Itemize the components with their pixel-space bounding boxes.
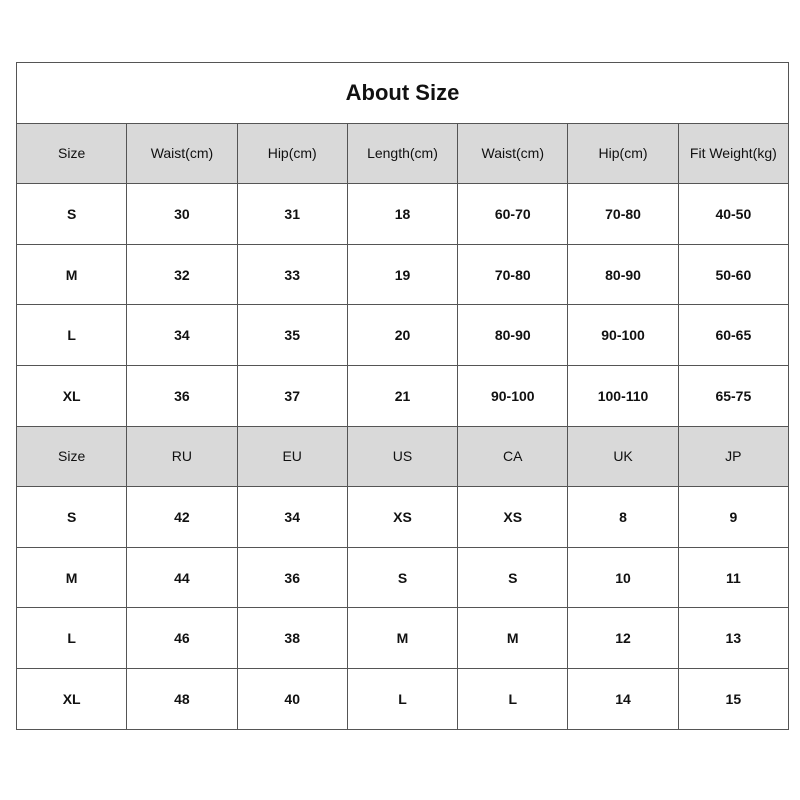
table-cell: 15 [678,668,788,729]
header-cell: JP [678,426,788,487]
table-cell: 70-80 [568,184,678,245]
table-cell: S [458,547,568,608]
table-cell: 32 [127,244,237,305]
table-cell: S [347,547,457,608]
table-cell: 90-100 [568,305,678,366]
table-cell: 60-70 [458,184,568,245]
table-cell: L [17,305,127,366]
table-cell: XS [458,487,568,548]
conversion-header-row [17,426,789,487]
table-cell: S [17,487,127,548]
table-cell: 70-80 [458,244,568,305]
header-cell: Size [17,426,127,487]
header-cell: RU [127,426,237,487]
size-table [16,62,789,730]
table-cell: 21 [347,365,457,426]
table-cell: M [17,547,127,608]
table-cell: 11 [678,547,788,608]
table-cell: 80-90 [568,244,678,305]
table-cell: 50-60 [678,244,788,305]
table-cell: 14 [568,668,678,729]
table-row [17,547,789,608]
table-cell: 35 [237,305,347,366]
table-cell: 34 [127,305,237,366]
table-cell: 44 [127,547,237,608]
table-cell: 12 [568,608,678,669]
table-cell: XS [347,487,457,548]
table-cell: 40 [237,668,347,729]
table-cell: 48 [127,668,237,729]
table-cell: 10 [568,547,678,608]
table-cell: 100-110 [568,365,678,426]
header-cell: EU [237,426,347,487]
table-cell: 19 [347,244,457,305]
table-cell: 38 [237,608,347,669]
table-row [17,184,789,245]
header-cell: UK [568,426,678,487]
table-cell: 80-90 [458,305,568,366]
header-cell: CA [458,426,568,487]
header-cell: Length(cm) [347,123,457,184]
table-cell: 36 [237,547,347,608]
table-row [17,487,789,548]
header-cell: Waist(cm) [127,123,237,184]
table-row [17,305,789,366]
table-cell: L [17,608,127,669]
table-cell: S [17,184,127,245]
table-cell: 34 [237,487,347,548]
table-cell: 37 [237,365,347,426]
table-cell: 33 [237,244,347,305]
header-cell: Fit Weight(kg) [678,123,788,184]
table-cell: 46 [127,608,237,669]
table-cell: XL [17,668,127,729]
table-cell: M [17,244,127,305]
table-row [17,608,789,669]
table-cell: 60-65 [678,305,788,366]
table-cell: 40-50 [678,184,788,245]
table-cell: 90-100 [458,365,568,426]
table-cell: M [347,608,457,669]
table-cell: 30 [127,184,237,245]
table-cell: 18 [347,184,457,245]
table-cell: 42 [127,487,237,548]
table-cell: 8 [568,487,678,548]
table-cell: 36 [127,365,237,426]
page-title: About Size [17,63,789,124]
header-cell: Waist(cm) [458,123,568,184]
table-cell: 13 [678,608,788,669]
table-cell: 65-75 [678,365,788,426]
header-cell: Hip(cm) [568,123,678,184]
table-row [17,668,789,729]
size-chart [16,62,789,731]
table-cell: 9 [678,487,788,548]
measurements-header-row [17,123,789,184]
table-row [17,244,789,305]
table-cell: L [347,668,457,729]
table-cell: M [458,608,568,669]
table-cell: 31 [237,184,347,245]
title-row [17,63,789,124]
header-cell: Size [17,123,127,184]
table-cell: L [458,668,568,729]
table-row [17,365,789,426]
table-cell: 20 [347,305,457,366]
header-cell: Hip(cm) [237,123,347,184]
table-cell: XL [17,365,127,426]
header-cell: US [347,426,457,487]
